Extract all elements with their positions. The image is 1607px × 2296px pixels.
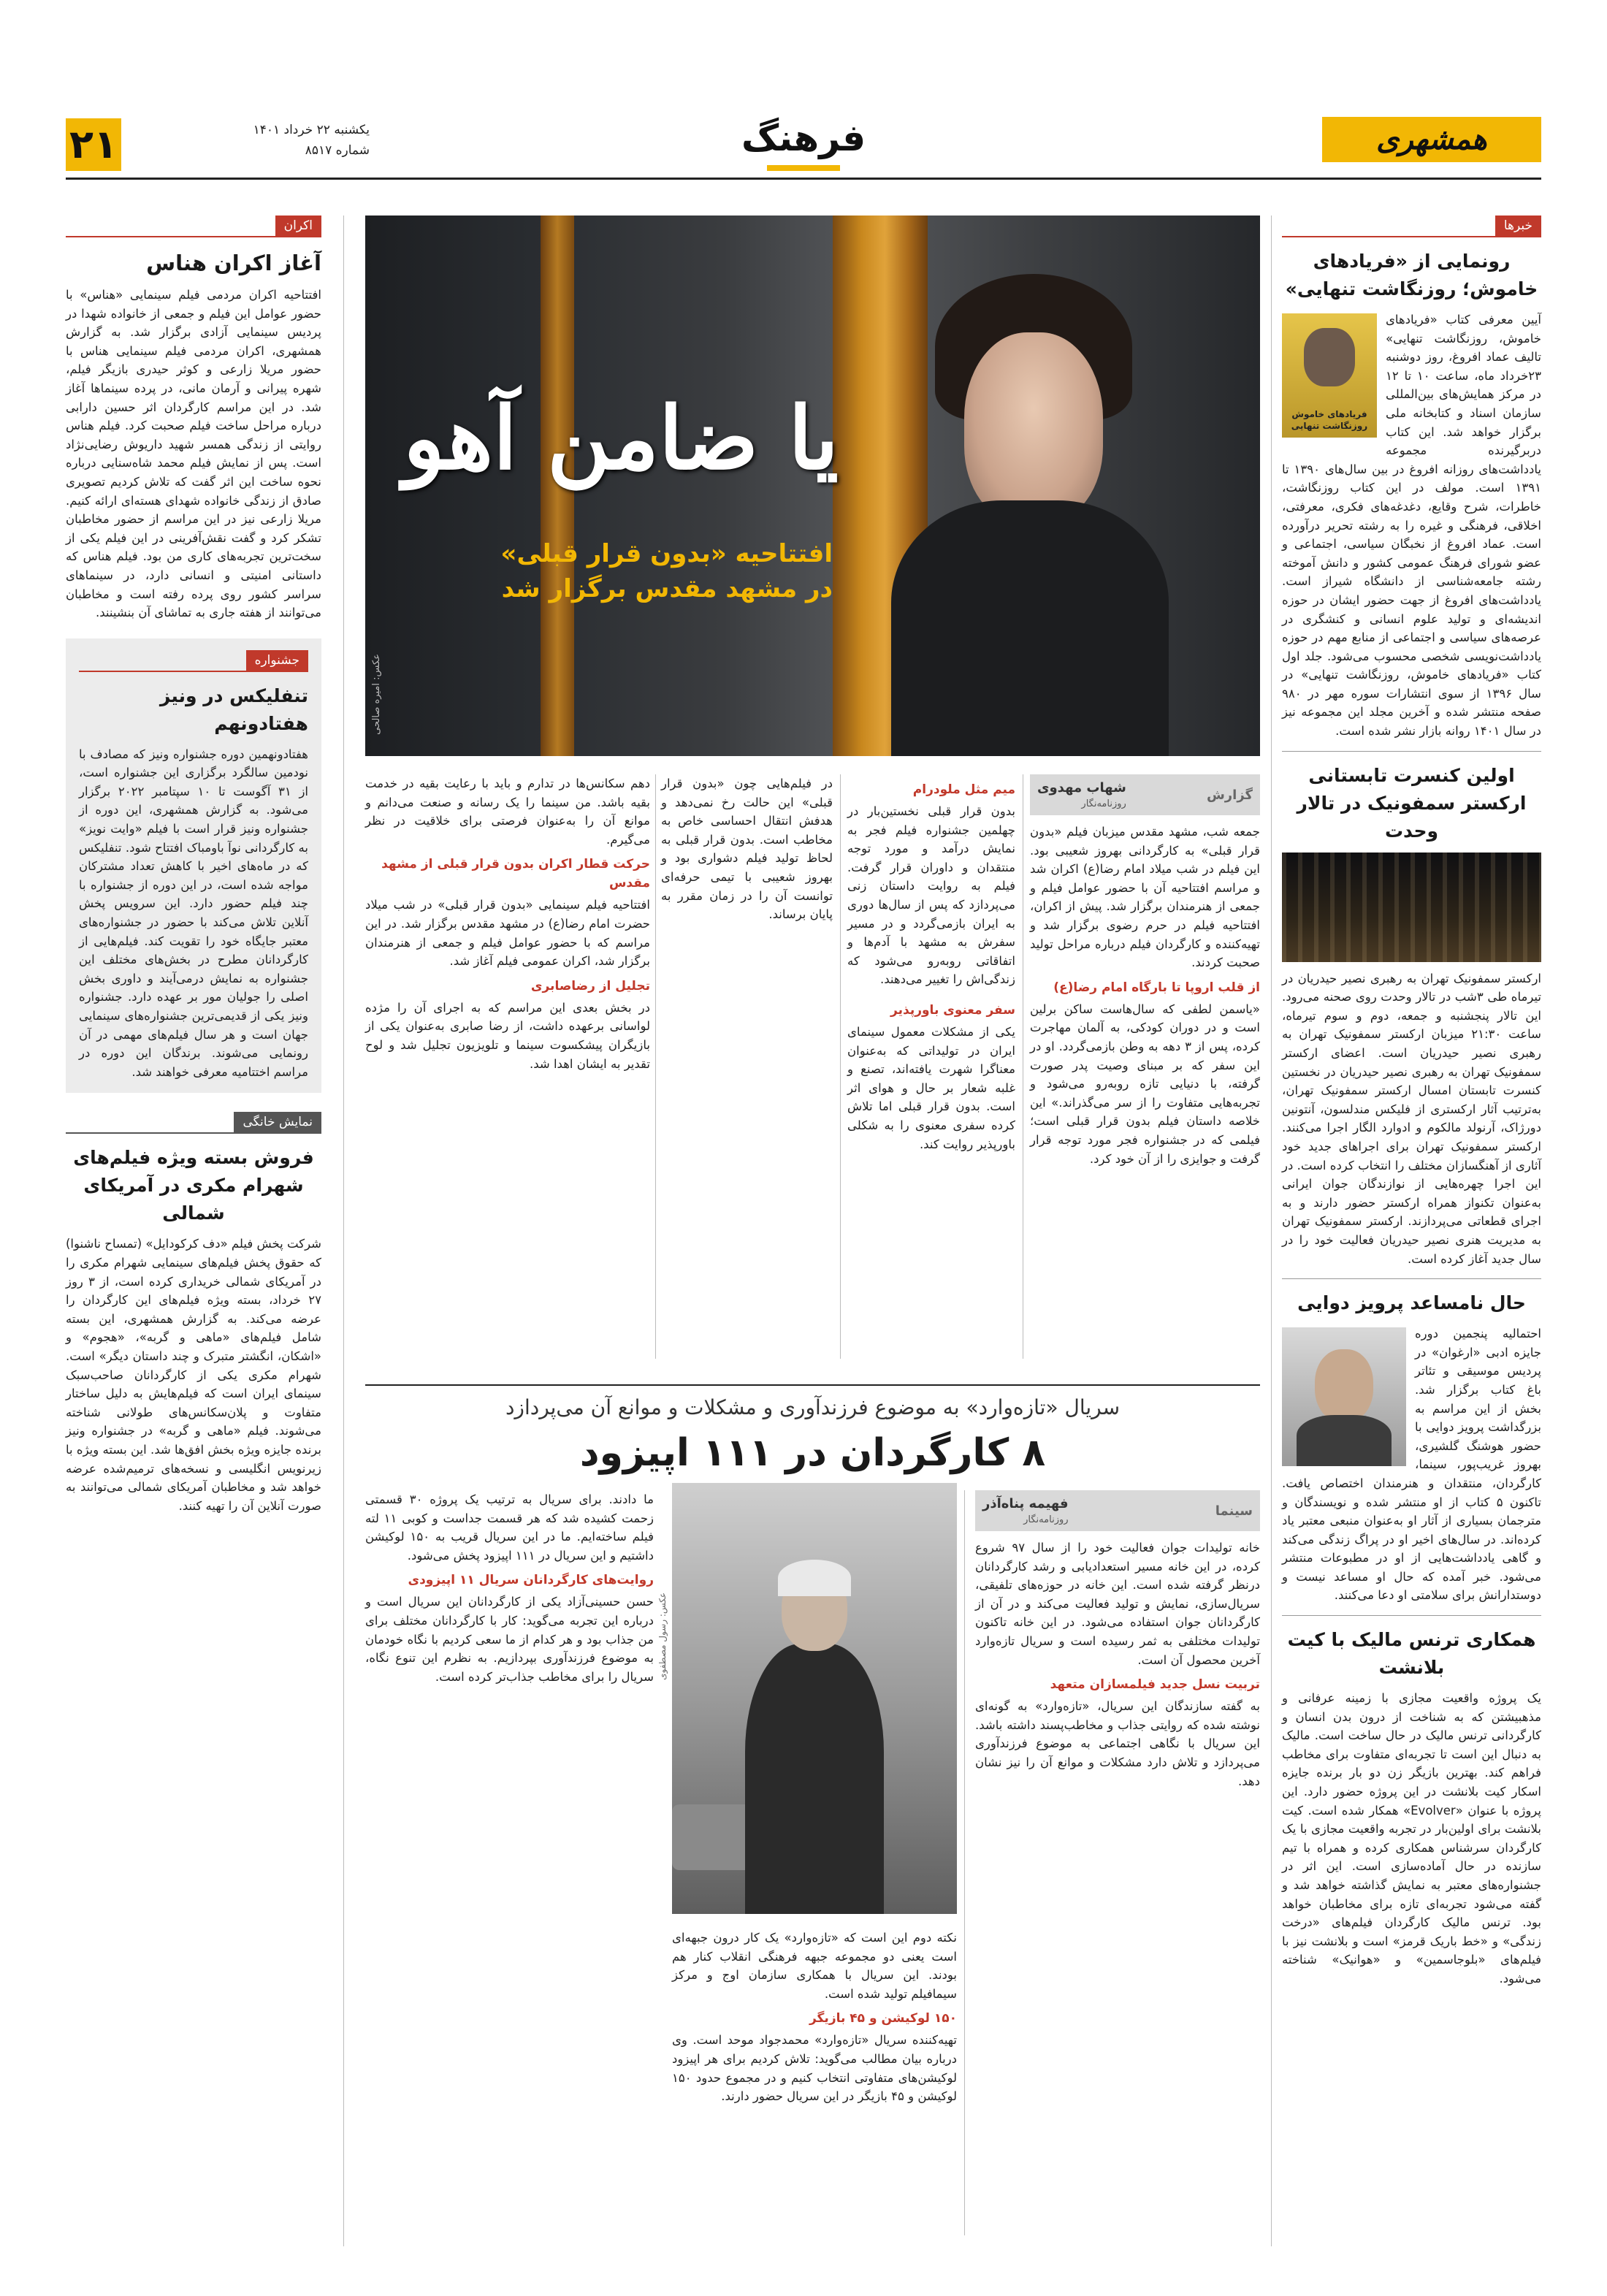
report-col2-body: بدون قرار قبلی نخستین‌بار در چهلمین جشنواره فیلم فجر به نمایش درآمد و مورد توجه منتقدان و داوران قرار گرفت. فیلم به روایت داستان زنی می‌پردازد که پس از سال‌ها دوری به ایران بازمی‌گردد و در مسیر سفرش به مشهد با آدم‌ها و اتفاقاتی روبه‌رو می‌شود که زندگی‌اش را تغییر می‌دهند. — [847, 804, 1015, 987]
report-author: شهاب مهدوی — [1037, 780, 1126, 796]
serial-author: فهیمه پناه‌آذر — [982, 1496, 1069, 1511]
section-underline — [767, 165, 840, 171]
brand-logo: همشهری — [1322, 117, 1541, 162]
article2-title: تنفلیکس در ونیز هفتادونهم — [159, 684, 308, 734]
divider — [1282, 1278, 1541, 1279]
issue-info — [136, 120, 370, 161]
serial-author-box — [982, 1496, 1069, 1525]
kicker3: نمایش خانگی — [234, 1112, 321, 1132]
serial-col2-sub: ۱۵۰ لوکیشن و ۴۵ بازیگر — [809, 2011, 957, 2026]
serial-author-kicker: سینما — [1215, 1503, 1253, 1519]
issue-date: یکشنبه ۲۲ خرداد ۱۴۰۱ — [253, 123, 370, 137]
serial-kicker: سریال «تازه‌وارد» به موضوع فرزندآوری و مشکلات و موانع آن می‌پردازد — [505, 1395, 1121, 1419]
news3 — [1282, 1324, 1541, 1605]
serial-photo — [672, 1483, 957, 1914]
serial-col1-sub: تربیت نسل جدید فیلمسازان متعهد — [1050, 1677, 1260, 1693]
serial-title: ۸ کارگردان در ۱۱۱ اپیزود — [579, 1431, 1046, 1475]
column-rule — [964, 1490, 965, 2235]
serial-role: روزنامه‌نگار — [1023, 1514, 1069, 1525]
report-col4-sub: حرکت قطار اکران بدون قرار قبلی از مشهد مقدس — [381, 857, 650, 891]
news2-body: ارکستر سمفونیک تهران به رهبری نصیر حیدریان در تیرماه طی ۳شب در تالار وحدت روی صحنه می‌رود. این تالار پنجشنبه و جمعه، دوم و سوم تیرماه، ساعت ۲۱:۳۰ میزبان ارکستر سمفونیک تهران به رهبری نصیر حیدریان است. اعضای ارکستر سمفونیک تهران به رهبری نصیر حیدریان در نخستین کنسرت تابستان امسال ارکستر سمفونیک تهران، به‌ترتیب آثار ارکستری از فلیکس مندلسون، آنتونین دورژاک، آرنولد مالکوم و ادوارد الگار اجرا می‌کنند. ارکستر سمفونیک تهران برای اجراهای جدید خود آثاری از آهنگسازان مختلف را انتخاب کرده است. در این اجرا چهره‌هایی از نوازندگان جوان ایرانی به‌عنوان تکنواز همراه ارکستر حضور دارند و به اجرای قطعاتی می‌پردازند. ارکستر سمفونیک تهران به مدیریت هنری نصیر حیدریان فعالیت خود را در سال جدید آغاز کرده است. — [1282, 971, 1541, 1266]
news3-title: حال نامساعد پرویز دوایی — [1297, 1292, 1526, 1314]
report-col2-sub: میم مثل ملودرام — [912, 782, 1015, 797]
report-role: روزنامه‌نگار — [1081, 798, 1126, 809]
article2-box — [66, 638, 321, 1094]
serial-col-2 — [672, 1929, 957, 2106]
serial-col3-sub: روایت‌های کارگردانان سریال ۱۱ اپیزودی — [408, 1573, 654, 1588]
report-col4-body: دهم سکانس‌ها در تدارم و باید با رعایت بقیه در خدمت بقیه باشد. من سینما را یک رسانه و صنعت می‌دانم و موانع آن را به‌عنوان فرصتی برای خلاقیت در نظر می‌گیرم. — [365, 777, 650, 847]
hero-scarf — [891, 500, 1169, 756]
report-col-3 — [661, 774, 833, 924]
serial-col1-body2: به گفته سازندگان این سریال، «تازه‌وارد» به گونه‌ای نوشته شده که روایتی جذاب و مخاطب‌پسند داشته باشد. این سریال با نگاهی اجتماعی به موضوع فرزندآوری می‌پردازد و تلاش دارد مشکلات و موانع آن را نیز نشان دهد. — [975, 1699, 1260, 1788]
serial-col2-body: نکته دوم این است که «تازه‌وارد» یک کار درون جبهه‌ای است یعنی دو مجموعه جبهه فرهنگی انقلاب کنار هم بودند. این سریال با همکاری سازمان اوج و مرکز سیمافیلم تولید شده است. — [672, 1931, 957, 2001]
report-kicker: گزارش — [1206, 787, 1253, 803]
kicker1-bar — [66, 216, 321, 237]
kicker3-bar — [66, 1112, 321, 1134]
news2-title: اولین کنسرت تابستانی ارکستر سمفونیک در تالار وحدت — [1297, 764, 1527, 842]
news1 — [1282, 310, 1541, 741]
article1-title: آغاز اکران هناس — [146, 251, 321, 275]
report-col-1 — [1030, 774, 1260, 1168]
serial-col1-body: خانه تولیدات جوان فعالیت خود را از سال ۹۷ شروع کرده، در این خانه مسیر استعدادیابی و رشد کارگردانان درنظر گرفته شده است. این خانه در حوزه‌های تلفیقی، سریال‌سازی، نمایش و تولید فعالیت می‌کند و در آن از کارگردانان جوان استفاده می‌شود. در این خانه تاکنون تولیدات مختلفی به ثمر رسیده است و سریال تازه‌وارد آخرین محصول آن است. — [975, 1541, 1260, 1667]
report-col4-sub2: تجلیل از رضاصابری — [530, 978, 650, 993]
divider — [1282, 1615, 1541, 1616]
kicker1: اکران — [275, 216, 321, 236]
report-col4-body2: افتتاحیه فیلم سینمایی «بدون قرار قبلی» در شب میلاد حضرت امام رضا(ع) در مشهد مقدس برگزار شد. در این مراسم که با حضور عوامل فیلم و جمعی از هنرمندان برگزار شد، اکران عمومی فیلم آغاز شد. — [365, 898, 650, 969]
hero-title: یا ضامن آهو — [402, 387, 839, 489]
portrait-face — [1315, 1349, 1373, 1422]
news-kicker: خبرها — [1495, 216, 1541, 236]
serial-header — [365, 1384, 1260, 1479]
news4-body: یک پروژه واقعیت مجازی با زمینه عرفانی و مذهبیشتن که به شناخت از درون بدن انسان و کارگردانی ترنس مالیک در حال ساخت است. مالیک به دنبال این است تا تجربه‌ای متفاوت برای مخاطب فراهم کند. بهترین بازیگر زن دو بار برنده جایزه اسکار کیت بلانشت در این پروژه حضور دارد. این پروژه با عنوان «Evolver» همکار شده است. کیت بلانشت برای اولین‌بار در تجربه واقعیت مجازی با یک کارگردان سرشناس همکاری کرده و همراه با تیم سازنده در حال آماده‌سازی است. این اثر در جشنواره‌های معتبر به نمایش گذاشته خواهد شد و گفته می‌شود تجربه‌ای تازه برای مخاطبان خواهد بود. ترنس مالیک کارگردان فیلم‌های «درخت زندگی» و «خط باریک قرمز» است و بلانشت نیز با فیلم‌های «بلوجاسمین» و «هوانیک» شناخته می‌شود. — [1282, 1691, 1541, 1986]
portrait-body — [1297, 1415, 1392, 1466]
page-number: ۲۱ — [66, 118, 121, 171]
report-col3-body: در فیلم‌هایی چون «بدون قرار قبلی» این حالت رخ نمی‌دهد و هدفش انتقال احساسی خاص به مخاطب است. بدون قرار قبلی به لحاظ تولید فیلم دشواری بود و بهروز شعیبی با تیمی حرفه‌ای توانست آن را در زمان مقرر به پایان برساند. — [661, 777, 833, 922]
kicker2: جشنواره — [246, 650, 308, 671]
book-cover-label: فریادهای خاموش روزنگاشت تنهایی — [1291, 409, 1368, 431]
report-col4-body3: در بخش بعدی این مراسم که به اجرای آن را مژده لواسانی برعهده داشت، از رضا صابری به‌عنوان یکی از بازیگران پیشکسوت سینما و تلویزیون تجلیل شد و لوح تقدیر به ایشان اهدا شد. — [365, 1000, 650, 1071]
serial-col3-body: ما دادند. برای سریال به ترتیب یک پروژه ۳۰ قسمتی زحمت کشیده شد که هر قسمت جداست و کوبی ۱۱ لته فیلم ساخته‌ایم. ما در این سریال قریب به ۱۵۰ لوکیشن داشتیم و این سریال در ۱۱۱ اپیزود پخش می‌شود. — [365, 1492, 654, 1563]
news1-book-cover — [1282, 313, 1377, 438]
article3-title: فروش بسته ویژه فیلم‌های شهرام مکری در آمریکای شمالی — [73, 1147, 314, 1224]
news-kicker-bar — [1282, 216, 1541, 237]
hero-subtitle-1: افتتاحیه «بدون قرار قبلی» — [500, 539, 833, 568]
divider — [1282, 751, 1541, 752]
right-column — [1282, 216, 1541, 1988]
report-col-2 — [847, 774, 1015, 1153]
news1-body: آیین معرفی کتاب «فریادهای خاموش، روزنگاشت تنهایی» تالیف عماد افروغ، روز دوشنبه ۲۳خرداد ماه، ساعت ۱۰ تا ۱۲ در مرکز همایش‌های بین‌المللی سازمان اسناد و کتابخانه ملی برگزار خواهد شد. این کتاب دربرگیرنده مجموعه یادداشت‌های روزانه افروغ در بین سال‌های ۱۳۹۰ تا ۱۳۹۱ است. مولف در این کتاب روزنگاشت، خاطرات، شرح وقایع، دغدغه‌های فکری، معرفتی، اخلاقی، فرهنگی و غیره را به رشته تحریر درآورده است. عماد افروغ از نخبگان سیاسی، اجتماعی و عضو شورای فرهنگ عمومی کشور و دانش آموخته رشته جامعه‌شناسی از دانشگاه شیراز است. یادداشت‌های افروغ از جهت حضور ایشان در حوزه اندیشه‌ای و تولید علوم انسانی و کنشگری در عرصه‌های سیاسی و اجتماعی از منابع مهم در حوزه یادداشت‌نویسی شخصی محسوب می‌شود. جلد اول کتاب «فریادهای خاموش، روزنگاشت تنهایی» در سال ۱۳۹۶ از سوی انتشارات سوره مهر در ۹۸۰ صفحه منتشر شده و آخرین مجلد این مجموعه نیز در سال ۱۴۰۱ روانه بازار نشر شده است. — [1282, 313, 1542, 739]
report-col1-body: جمعه شب، مشهد مقدس میزبان فیلم «بدون قرار قبلی» به کارگردانی بهروز شعیبی بود. این فیلم در شب میلاد امام رضا(ع) اکران شد و مراسم افتتاحیه آن با حضور عوامل فیلم و جمعی از هنرمندان برگزار شد. پیش از اکران، افتتاحیه فیلم در حرم رضوی برگزار شد و تهیه‌کننده و کارگردان فیلم درباره مراحل تولید صحبت کردند. — [1030, 825, 1260, 970]
report-col-4 — [365, 774, 650, 1073]
photo-hair — [778, 1560, 851, 1596]
hero-face — [964, 332, 1103, 522]
column-rule — [655, 774, 656, 1359]
concert-photo — [1282, 853, 1541, 962]
article3-body: شرکت پخش فیلم «دف کرکودایل» (تمساح ناشنوا) که حقوق پخش فیلم‌های سینمایی شهرام مکری را در آمریکای شمالی خریداری کرده است، از ۳ روز ۲۷ خرداد، بسته ویژه فیلم‌های این کارگردان را عرضه می‌کند. به گزارش همشهری، این بسته شامل فیلم‌های «ماهی و گربه»، «هجوم» و «اشکان، انگشتر متبرک و چند داستان دیگر» است. شهرام مکری یکی از کارگردانان صاحب‌سبک سینمای ایران است که فیلم‌هایش به دلیل ساختار متفاوت و پلان‌سکانس‌های طولانی شناخته می‌شوند. فیلم «ماهی و گربه» در جشنواره ونیز برنده جایزه ویژه بخش افق‌ها شد. این بسته ویژه با زیرنویس انگلیسی و نسخه‌های ترمیم‌شده عرضه خواهد شد و مخاطبان آمریکای شمالی می‌توانند به صورت آنلاین آن را تهیه کنند. — [66, 1237, 321, 1513]
news3-body: احتمالیه پنجمین دوره جایزه ادبی «ارغوان» در پردیس موسیقی و تئاتر باغ کتاب برگزار شد. بخش از این مراسم به بزرگداشت پرویز دوایی با حضور هوشنگ گلشیری، بهروز غریب‌پور، سینما، کارگردان، منتقدان و هنرمندان اختصاص یافت. تاکنون ۵ کتاب از او منتشر شده و نویسندگان و مترجمان بسیاری از آثار او به‌عنوان منبعی معتبر یاد کرده‌اند. در سال‌های اخیر او در پراگ زندگی می‌کند و گاهی یادداشت‌هایی از او در مطبوعات منتشر می‌شود. خبر آمده که حال او مساعد نیست و دوستدارانش برای سلامتی او دعا می‌کنند. — [1282, 1327, 1541, 1603]
serial-col-3 — [365, 1490, 654, 1686]
report-col2-sub2: سفر معنوی باورپذیر — [890, 1002, 1015, 1018]
hero-photo-credit: عکس: امیره صالحی — [371, 654, 382, 735]
hero-subtitle-2: در مشهد مقدس برگزار شد — [501, 574, 833, 603]
serial-col2-body2: تهیه‌کننده سریال «تازه‌وارد» محمدجواد موحد است. وی درباره بیان مطالب می‌گوید: تلاش کردیم برای هر اپیزود لوکیشن‌های متفاوتی انتخاب کنیم و در مجموع حدود ۱۵۰ لوکیشن و ۴۵ بازیگر در این سریال حضور دارند. — [672, 2033, 957, 2104]
news4-title: همکاری ترنس مالیک با کیت بلانشت — [1287, 1629, 1536, 1679]
serial-photo-credit: عکس: رسول مصطفوی — [657, 1593, 668, 1680]
section-title: فرهنگ — [741, 117, 866, 159]
report-col2-body2: یکی از مشکلات معمول سینمای ایران در تولیداتی که به‌عنوان معناگرا شهرت یافته‌اند، تصنع و غلبه شعار بر حال و هوای اثر است. بدون قرار قبلی اما تلاش کرده سفری معنوی را به شکلی باورپذیر روایت کند. — [847, 1024, 1015, 1151]
davaei-portrait — [1282, 1327, 1406, 1466]
serial-byline — [975, 1490, 1260, 1531]
column-rule — [1271, 216, 1272, 2246]
left-column — [66, 216, 321, 1515]
column-rule — [343, 216, 344, 2246]
article1-body: افتتاحیه اکران مردمی فیلم سینمایی «هناس» با حضور عوامل این فیلم و جمعی از خانواده شهدا در پردیس سینمایی آزادی برگزار شد. به گزارش همشهری، اکران مردمی فیلم سینمایی هناس با حضور مریلا زارعی و کوثر حیدری بازیگر فیلم، شهره پیرانی و آرمان مانی، در پرده سینماها آغاز شد. در این مراسم کارگردان اثر حسین دارابی درباره مراحل ساخت فیلم صحبت کرد. فیلم هناس روایتی از زندگی همسر شهید داریوش رضایی‌نژاد است. پس از نمایش فیلم محمد شاه‌سنایی درباره نحوه ساخت این اثر گفت که تلاش کردیم تصویری صادق از زندگی خانواده شهدای هسته‌ای ارائه کنیم. مریلا زارعی نیز در این مراسم از حضور مخاطبان تشکر کرد و گفت نقش‌آفرینی در این فیلم یکی از سخت‌ترین تجربه‌های کاری من بود. فیلم هناس که داستانی امنیتی و انسانی دارد، در سینماهای سراسر کشور روی پرده رفته است و مخاطبان می‌توانند از هفته جاری به تماشای آن بنشینند. — [66, 288, 321, 620]
column-rule — [840, 774, 841, 1359]
masthead — [66, 110, 1541, 180]
serial-col3-body2: حسن حسینی‌آزاد یکی از کارگردانان این سریال است و درباره این تجربه می‌گوید: کار با کارگردانان مختلف برای من جذاب بود و هر کدام از ما سعی کردیم با نگاه خودمان به موضوع فرزندآوری بپردازیم. به نظرم این تنوع نگاه، سریال را برای مخاطب جذاب‌تر کرده است. — [365, 1595, 654, 1684]
report-col1-body2: «یاسمن لطفی که سال‌هاست ساکن برلین است و در دوران کودکی، به آلمان مهاجرت کرده، پس از ۳ دهه به وطن بازمی‌گردد. او در این سفر که بر مبنای وصیت پدر صورت گرفته، با دنیایی تازه روبه‌رو می‌شود و تجربه‌هایی متفاوت را از سر می‌گذراند.» این خلاصه داستان فیلم بدون قرار قبلی است؛ فیلمی که در جشنواره فجر مورد توجه قرار گرفت و جوایزی را از آن خود کرد. — [1030, 1002, 1260, 1166]
news1-title: رونمایی از «فریادهای خاموش؛ روزنگاشت تنهایی» — [1285, 251, 1538, 300]
hero-image — [365, 216, 1260, 756]
kicker2-bar — [79, 650, 308, 672]
photo-coat — [745, 1644, 884, 1914]
article2-body: هفتادونهمین دوره جشنواره ونیز که مصادف با نودمین سالگرد برگزاری این جشنواره است، از ۳۱ آگوست تا ۱۰ سپتامبر ۲۰۲۲ برگزار می‌شود. به گزارش همشهری، این دوره از جشنواره ونیز قرار است با فیلم «وایت نویز» به کارگردانی نوآ باومباک افتتاح شود. تنفلیکس که در ماه‌های اخیر با کاهش تعداد مشترکان مواجه شده است، در این دوره از جشنواره با چند فیلم حضور دارد. این سرویس پخش آنلاین تلاش می‌کند با حضور در جشنواره‌های معتبر جایگاه خود را تقویت کند. فیلم‌هایی از کارگردانان مطرح در بخش‌های مختلف این جشنواره به نمایش درمی‌آیند و داوری بخش اصلی را جولیان مور بر عهده دارد. جشنواره ونیز یکی از قدیمی‌ترین جشنواره‌های سینمایی جهان است و هر سال فیلم‌های مهمی در آن رونمایی می‌شوند. برندگان این دوره در مراسم اختتامیه معرفی خواهند شد. — [79, 747, 308, 1079]
report-byline — [1030, 774, 1260, 815]
book-author-photo — [1304, 328, 1355, 386]
report-col1-sub: از قلب اروپا تا بارگاه امام رضا(ع) — [1053, 980, 1260, 995]
report-author-box — [1037, 780, 1126, 809]
serial-col-1 — [975, 1490, 1260, 1790]
stage-lights — [1282, 853, 1541, 962]
issue-number: شماره ۸۵۱۷ — [305, 143, 370, 158]
